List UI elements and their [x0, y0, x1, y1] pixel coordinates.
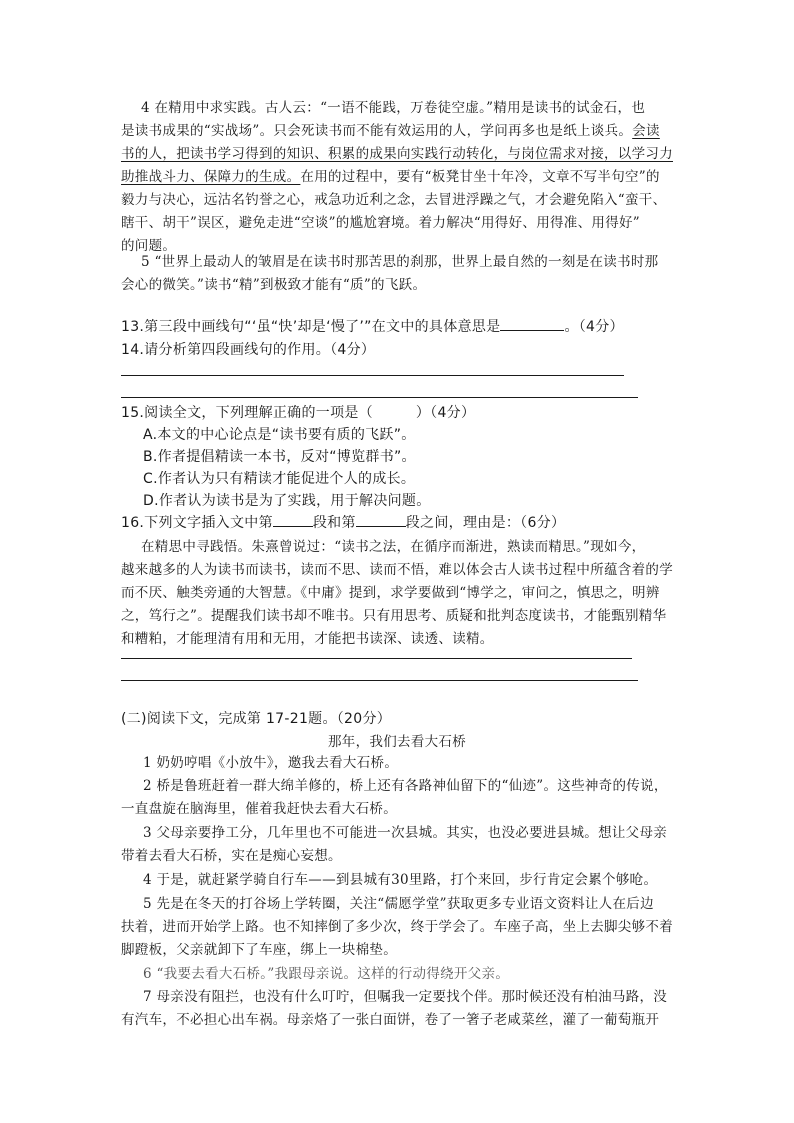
- answer-blank-16a[interactable]: [273, 512, 313, 527]
- para4-line-2: [121, 120, 660, 143]
- q16-passage-line-4: 之，笃行之”。提醒我们读书却不唯书。只有用思考、质疑和批判态度读书，才能甄别精华: [121, 608, 667, 624]
- s2-para7-line-1: 7 母亲没有阻拦，也没有什么叮咛，但嘱我一定要找个伴。那时候还没有柏油马路，没: [143, 989, 668, 1005]
- s2-para4: 4 于是，就赶紧学骑自行车——到县城有30里路，打个来回，步行肯定会累个够呛。: [143, 872, 658, 888]
- question-13: [121, 316, 624, 338]
- para4-line-6: 瞎干、胡干”误区，避免走进“空谈”的尴尬窘境。着力解决“用得好、用得准、用得好”: [121, 215, 641, 231]
- underlined-sentence-line-3: 书的人，把读书学习得到的知识、积累的成果向实践行动转化，与岗位需求对接，以学习力: [121, 146, 673, 162]
- question-16-part-a: 16.下列文字插入文中第: [121, 515, 273, 531]
- s2-para5-line-2: 扶着，进而开始学上路。也不知摔倒了多少次，终于学会了。车座子高，坐上去脚尖够不着: [121, 919, 673, 935]
- para4-line-2-text: 是读书成果的“实战场”。只会死读书而不能有效运用的人，学问再多也是纸上谈兵。: [121, 123, 633, 139]
- option-c[interactable]: C.作者认为只有精读才能促进个人的成长。: [143, 471, 416, 487]
- s2-para2-line-2: 一直盘旋在脑海里，催着我赶快去看大石桥。: [121, 801, 397, 817]
- s2-para6: 6 “我要去看大石桥。”我跟母亲说。这样的行动得绕开父亲。: [143, 966, 510, 982]
- option-b[interactable]: B.作者提倡精读一本书，反对“博览群书”。: [143, 449, 416, 465]
- q16-passage-line-1: 在精思中寻践悟。朱熹曾说过：“读书之法，在循序而渐进，熟读而精思。”现如今，: [141, 539, 646, 555]
- s2-para2-line-1: 2 桥是鲁班赶着一群大绵羊修的，桥上还有各路神仙留下的“仙迹”。这些神奇的传说，: [143, 778, 668, 794]
- question-15: 15.阅读全文，下列理解正确的一项是（ ）（4分）: [121, 405, 476, 421]
- answer-line-14a[interactable]: [121, 375, 624, 376]
- option-a[interactable]: A.本文的中心论点是“读书要有质的飞跃”。: [143, 427, 416, 443]
- para5-line-1: 5 “世界上最动人的皱眉是在读书时那苦思的刹那，世界上最自然的一刻是在读书时那: [141, 254, 659, 270]
- article-title: 那年，我们去看大石桥: [328, 734, 466, 750]
- answer-blank-16b[interactable]: [356, 512, 406, 527]
- s2-para1: 1 奶奶哼唱《小放牛》，邀我去看大石桥。: [143, 755, 399, 771]
- underlined-sentence-start: 会读: [632, 123, 660, 139]
- question-16: [121, 512, 565, 534]
- question-16-part-b: 段和第: [312, 515, 356, 531]
- question-16-part-c: 段之间，理由是：（6分）: [405, 515, 566, 531]
- answer-line-16a[interactable]: [121, 658, 632, 659]
- question-13-score: 。（4分）: [564, 319, 624, 335]
- para4-line-7: 的问题。: [121, 238, 177, 254]
- para4-line-4-rest: 在用的过程中，要有“板凳甘坐十年冷，文章不写半句空”的: [300, 169, 660, 185]
- q16-passage-line-2: 越来越多的人为读书而读书，读而不思、读而不悟，难以体会古人读书过程中所蕴含着的学: [121, 562, 673, 578]
- q16-passage-line-5: 和糟粕，才能理清有用和无用，才能把书读深、读透、读精。: [121, 631, 494, 647]
- section-2-heading: (二)阅读下文，完成第 17-21题。（20分）: [121, 711, 392, 727]
- option-d[interactable]: D.作者认为读书是为了实践，用于解决问题。: [143, 493, 431, 509]
- s2-para3-line-1: 3 父母亲要挣工分，几年里也不可能进一次县城。其实，也没必要进县城。想让父母亲: [143, 825, 668, 841]
- para4-line-4: [121, 166, 660, 189]
- answer-line-14b[interactable]: [121, 397, 638, 398]
- q16-passage-line-3: 而不厌、触类旁通的大智慧。《中庸》提到，求学要做到“博学之，审问之，慎思之，明辨: [121, 585, 660, 601]
- para4-line-5: 毅力与决心，远沽名钓誉之心，戒急功近利之念，去冒进浮躁之气，才会避免陷入“蛮干、: [121, 192, 667, 208]
- para4-line-1: 4 在精用中求实践。古人云：“一语不能践，万卷徒空虚。”精用是读书的试金石，也: [141, 100, 646, 116]
- answer-line-16b[interactable]: [121, 680, 638, 681]
- s2-para3-line-2: 带着去看大石桥，实在是痴心妄想。: [121, 848, 342, 864]
- question-13-text: 13.第三段中画线句“‘虽“快’却是‘慢了’”在文中的具体意思是: [121, 319, 501, 335]
- s2-para7-line-2: 有汽车，不必担心出车祸。母亲烙了一张白面饼，卷了一箸子老咸菜丝，灌了一葡萄瓶开: [121, 1012, 660, 1028]
- s2-para5-line-1: 5 先是在冬天的打谷场上学转圈，关注“儒愿学堂”获取更多专业语文资料让人在后边: [143, 896, 654, 912]
- para5-line-2: 会心的微笑。”读书“精”到极致才能有“质”的飞跃。: [121, 277, 427, 293]
- underlined-sentence-end: 助推战斗力、保障力的生成。: [121, 169, 301, 185]
- answer-blank-13[interactable]: [500, 316, 564, 331]
- s2-para5-line-3: 脚蹬板，父亲就卸下了车座，绑上一块棉垫。: [121, 942, 397, 958]
- question-14: 14.请分析第四段画线句的作用。（4分）: [121, 342, 376, 358]
